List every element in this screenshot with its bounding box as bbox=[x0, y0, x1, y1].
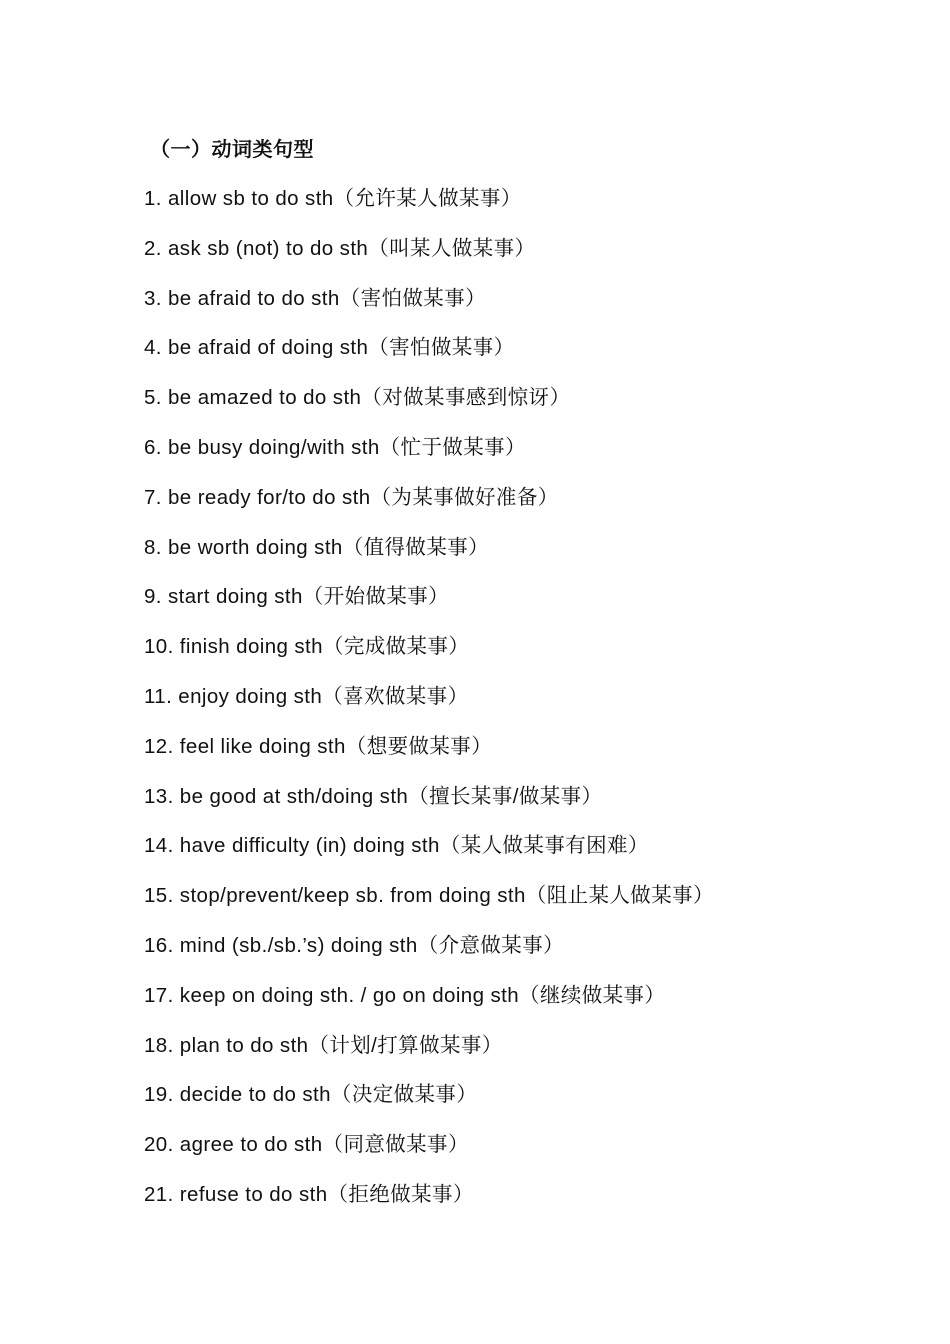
list-item: 4. be afraid of doing sth（害怕做某事） bbox=[144, 336, 515, 360]
list-item: 13. be good at sth/doing sth（擅长某事/做某事） bbox=[144, 784, 603, 808]
list-item: 20. agree to do sth（同意做某事） bbox=[144, 1133, 469, 1157]
list-item: 10. finish doing sth（完成做某事） bbox=[144, 635, 470, 659]
list-item: 18. plan to do sth（计划/打算做某事） bbox=[144, 1033, 503, 1057]
list-item: 7. be ready for/to do sth（为某事做好准备） bbox=[144, 485, 559, 509]
list-item: 8. be worth doing sth（值得做某事） bbox=[144, 535, 490, 559]
list-item: 5. be amazed to do sth（对做某事感到惊讶） bbox=[144, 386, 571, 410]
section-heading: （一）动词类句型 bbox=[150, 139, 314, 161]
list-item: 16. mind (sb./sb.’s) doing sth（介意做某事） bbox=[144, 933, 564, 957]
phrase-list bbox=[144, 184, 714, 1230]
list-item: 14. have difficulty (in) doing sth（某人做某事有困难） bbox=[144, 834, 649, 858]
list-item: 9. start doing sth（开始做某事） bbox=[144, 585, 450, 609]
list-item: 12. feel like doing sth（想要做某事） bbox=[144, 734, 493, 758]
list-item: 11. enjoy doing sth（喜欢做某事） bbox=[144, 684, 469, 708]
list-item: 3. be afraid to do sth（害怕做某事） bbox=[144, 286, 487, 310]
list-item: 15. stop/prevent/keep sb. from doing sth（阻止某人做某事） bbox=[144, 884, 714, 908]
list-item: 19. decide to do sth（决定做某事） bbox=[144, 1083, 478, 1107]
list-item: 21. refuse to do sth（拒绝做某事） bbox=[144, 1182, 474, 1206]
list-item: 17. keep on doing sth. / go on doing sth（继续做某事） bbox=[144, 983, 666, 1007]
list-item: 1. allow sb to do sth（允许某人做某事） bbox=[144, 187, 522, 210]
list-item: 6. be busy doing/with sth（忙于做某事） bbox=[144, 435, 526, 459]
list-item: 2. ask sb (not) to do sth（叫某人做某事） bbox=[144, 236, 536, 260]
